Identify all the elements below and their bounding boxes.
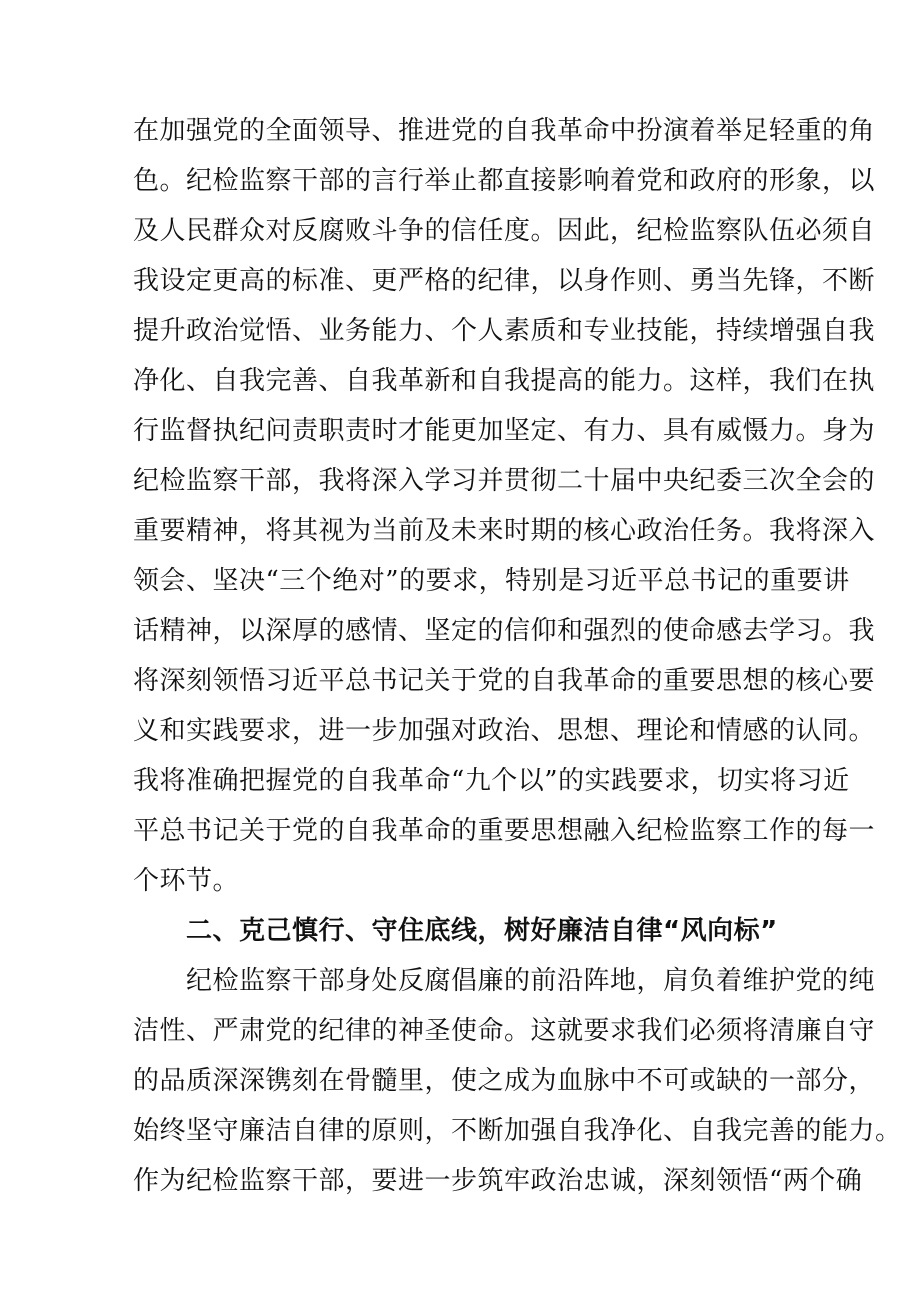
paragraph-line: 净化、自我完善、自我革新和自我提高的能力。这样，我们在执 <box>133 366 876 396</box>
paragraph-line: 在加强党的全面领导、推进党的自我革命中扮演着举足轻重的角 <box>133 116 876 146</box>
paragraph-line: 领会、坚决“三个绝对”的要求，特别是习近平总书记的重要讲 <box>133 566 850 596</box>
paragraph-line: 行监督执纪问责职责时才能更加坚定、有力、具有威慑力。身为 <box>133 416 876 446</box>
paragraph-line: 我设定更高的标准、更严格的纪律，以身作则、勇当先锋，不断 <box>133 266 876 296</box>
paragraph-line: 色。纪检监察干部的言行举止都直接影响着党和政府的形象，以 <box>133 166 876 196</box>
paragraph-line: 平总书记关于党的自我革命的重要思想融入纪检监察工作的每一 <box>133 816 876 846</box>
paragraph-line: 洁性、严肃党的纪律的神圣使命。这就要求我们必须将清廉自守 <box>133 1016 876 1046</box>
paragraph-line: 提升政治觉悟、业务能力、个人素质和专业技能，持续增强自我 <box>133 316 876 346</box>
paragraph-line: 重要精神，将其视为当前及未来时期的核心政治任务。我将深入 <box>133 516 876 546</box>
paragraph-line: 纪检监察干部身处反腐倡廉的前沿阵地，肩负着维护党的纯 <box>186 966 876 996</box>
paragraph-line: 将深刻领悟习近平总书记关于党的自我革命的重要思想的核心要 <box>133 666 876 696</box>
paragraph-line: 话精神，以深厚的感情、坚定的信仰和强烈的使命感去学习。我 <box>133 616 876 646</box>
paragraph-line: 及人民群众对反腐败斗争的信任度。因此，纪检监察队伍必须自 <box>133 216 876 246</box>
paragraph-line: 个环节。 <box>133 866 240 896</box>
paragraph-line: 义和实践要求，进一步加强对政治、思想、理论和情感的认同。 <box>133 716 876 746</box>
paragraph-line: 我将准确把握党的自我革命“九个以”的实践要求，切实将习近 <box>133 766 850 796</box>
paragraph-line: 作为纪检监察干部，要进一步筑牢政治忠诚，深刻领悟“两个确 <box>133 1166 863 1196</box>
section-heading: 二、克己慎行、守住底线，树好廉洁自律“风向标” <box>186 916 778 946</box>
paragraph-line: 的品质深深镌刻在骨髓里，使之成为血脉中不可或缺的一部分， <box>133 1066 876 1096</box>
paragraph-line: 纪检监察干部，我将深入学习并贯彻二十届中央纪委三次全会的 <box>133 466 876 496</box>
paragraph-line: 始终坚守廉洁自律的原则，不断加强自我净化、自我完善的能力。 <box>133 1116 902 1146</box>
